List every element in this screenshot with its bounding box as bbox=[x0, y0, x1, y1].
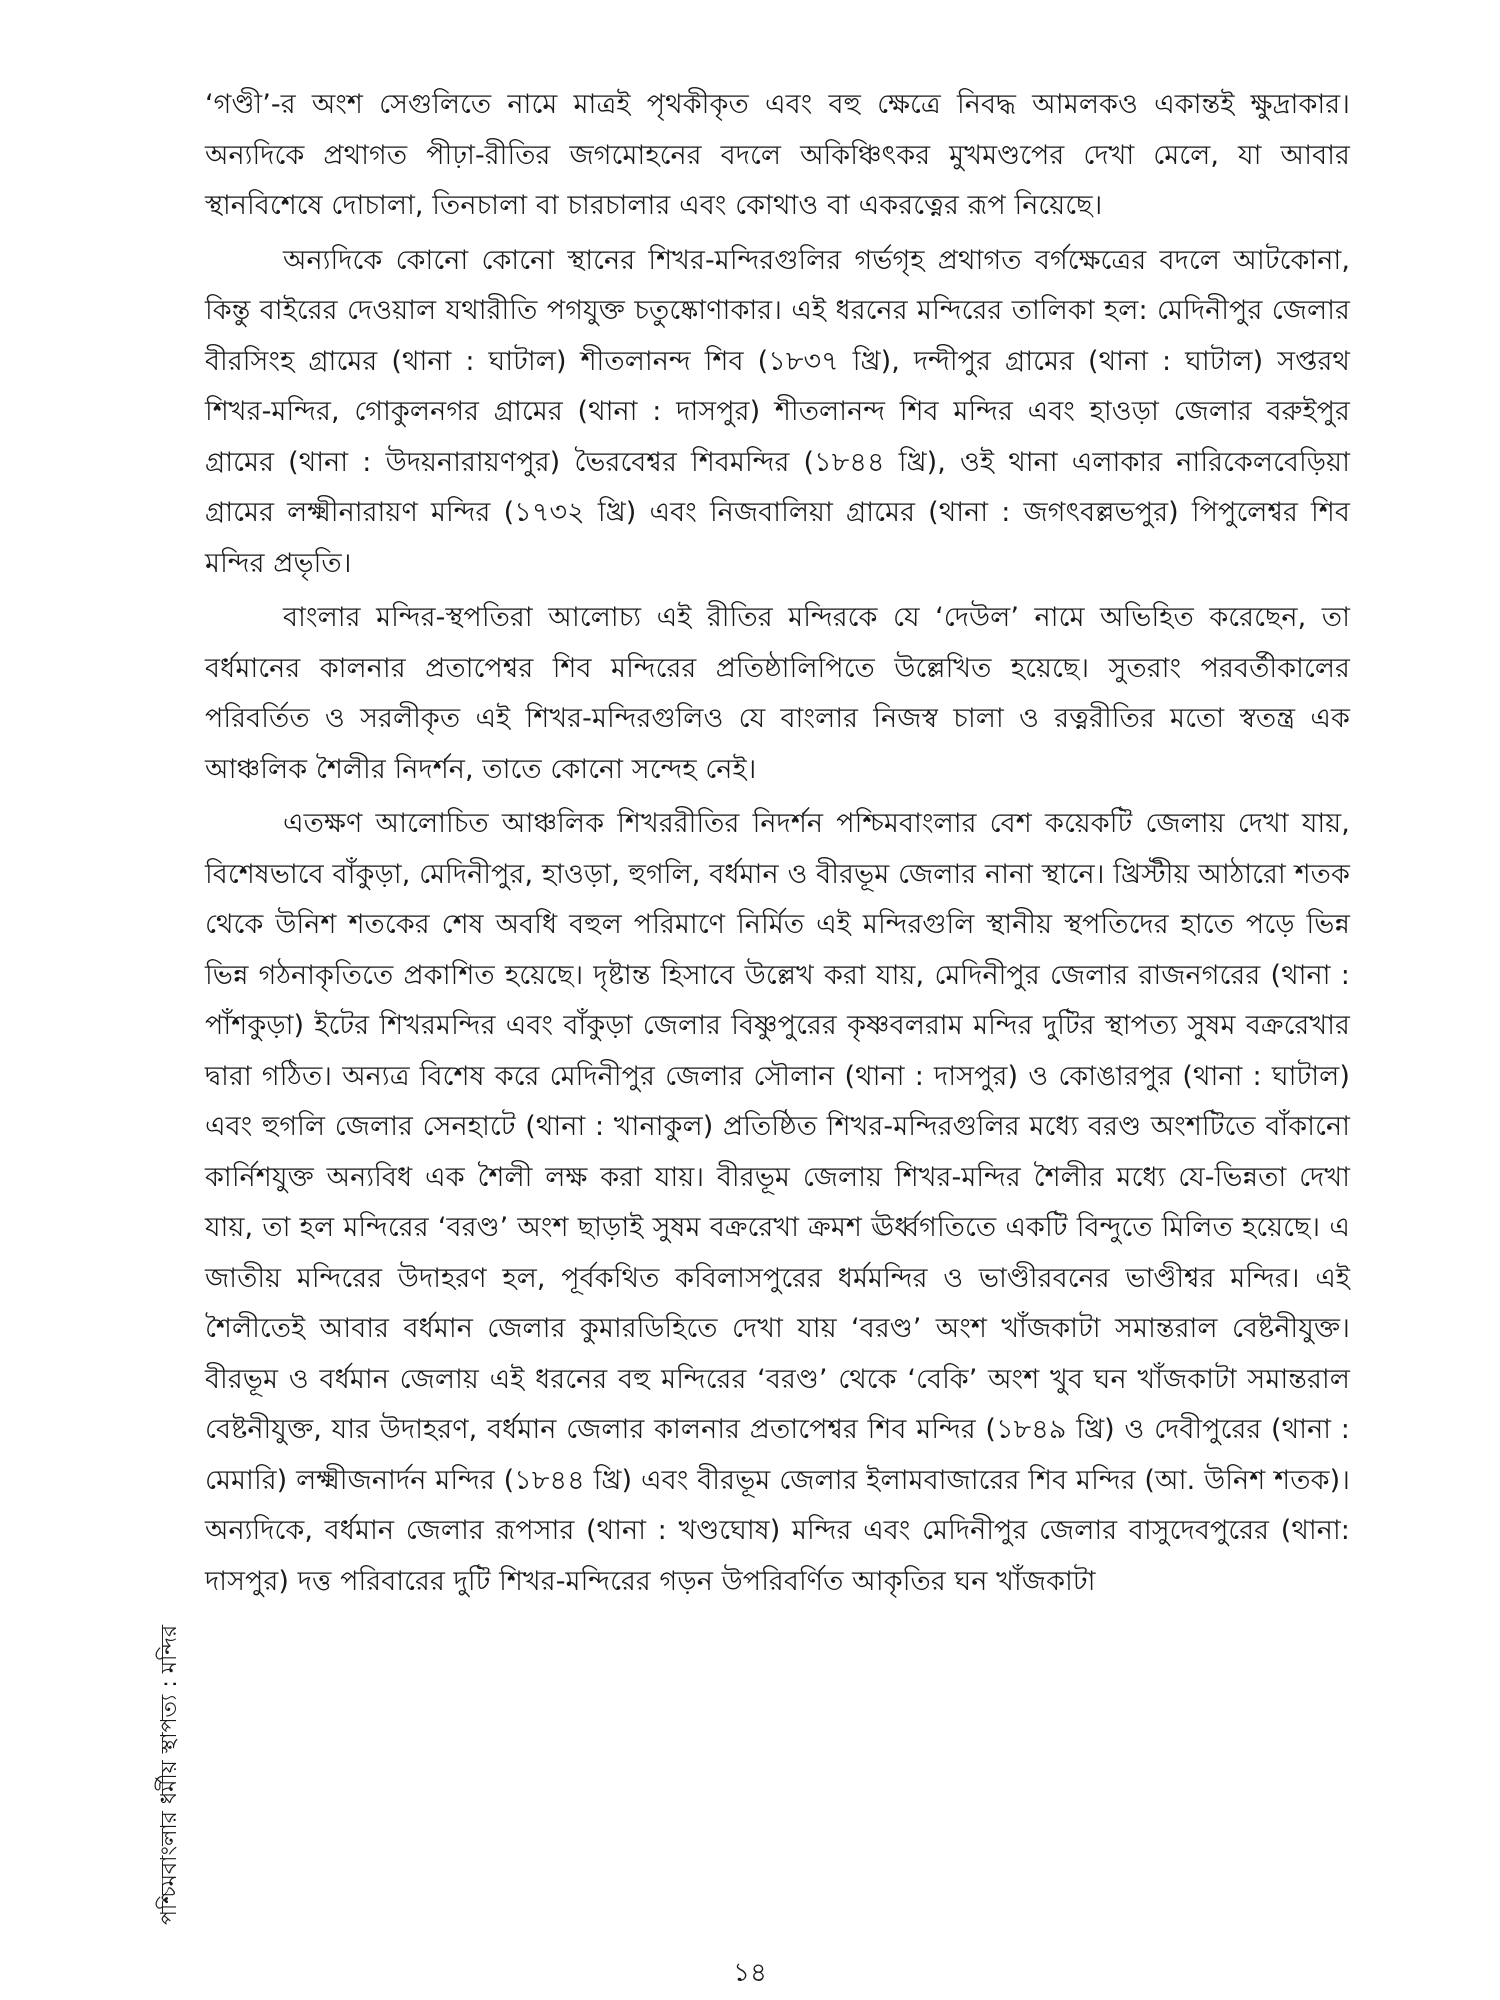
running-title: পশ্চিমবাংলার ধর্মীয় স্থাপত্য : মন্দির bbox=[157, 1624, 182, 1925]
paragraph-2: অন্যদিকে কোনো কোনো স্থানের শিখর-মন্দিরগুলির গর্ভগৃহ প্রথাগত বর্গক্ষেত্রের বদলে আটকোনা, কিন্তু বাইরের দেওয়াল যথারীতি পগযুক্ত চতুষ্কোণাকার। এই ধরনের মন্দিরের তালিকা হল: মেদিনীপুর জেলার বীরসিংহ গ্রামের (থানা : ঘাটাল) শীতলানন্দ শিব (১৮৩৭ খ্রি), দন্দীপুর গ্রামের (থানা : ঘাটাল) সপ্তরথ শিখর-মন্দির, গোকুলনগর গ্রামের (থানা : দাসপুর) শীতলানন্দ শিব মন্দির এবং হাওড়া জেলার বরুইপুর গ্রামের (থানা : উদয়নারায়ণপুর) ভৈরবেশ্বর শিবমন্দির (১৮৪৪ খ্রি), ওই থানা এলাকার নারিকেলবেড়িয়া গ্রামের লক্ষ্মীনারায়ণ মন্দির (১৭৩২ খ্রি) এবং নিজবালিয়া গ্রামের (থানা : জগৎবল্লভপুর) পিপুলেশ্বর শিব মন্দির প্রভৃতি। bbox=[205, 244, 1350, 579]
paragraph-3: বাংলার মন্দির-স্থপতিরা আলোচ্য এই রীতির মন্দিরকে যে ‘দেউল’ নামে অভিহিত করেছেন, তা বর্ধমানের কালনার প্রতাপেশ্বর শিব মন্দিরের প্রতিষ্ঠালিপিতে উল্লেখিত হয়েছে। সুতরাং পরবর্তীকালের পরিবর্তিত ও সরলীকৃত এই শিখর-মন্দিরগুলিও যে বাংলার নিজস্ব চালা ও রত্নরীতির মতো স্বতন্ত্র এক আঞ্চলিক শৈলীর নিদর্শন, তাতে কোনো সন্দেহ নেই। bbox=[205, 602, 1350, 785]
page-number: ১৪ bbox=[733, 1958, 767, 1988]
page-body bbox=[205, 80, 1350, 1611]
paragraph-4: এতক্ষণ আলোচিত আঞ্চলিক শিখররীতির নিদর্শন পশ্চিমবাংলার বেশ কয়েকটি জেলায় দেখা যায়, বিশেষভাবে বাঁকুড়া, মেদিনীপুর, হাওড়া, হুগলি, বর্ধমান ও বীরভূম জেলার নানা স্থানে। খ্রিস্টীয় আঠারো শতক থেকে উনিশ শতকের শেষ অবধি বহুল পরিমাণে নির্মিত এই মন্দিরগুলি স্থানীয় স্থপতিদের হাতে পড়ে ভিন্ন ভিন্ন গঠনাকৃতিতে প্রকাশিত হয়েছে। দৃষ্টান্ত হিসাবে উল্লেখ করা যায়, মেদিনীপুর জেলার রাজনগরের (থানা : পাঁশকুড়া) ইটের শিখরমন্দির এবং বাঁকুড়া জেলার বিষ্ণুপুরের কৃষ্ণবলরাম মন্দির দুটির স্থাপত্য সুষম বক্ররেখার দ্বারা গঠিত। অন্যত্র বিশেষ করে মেদিনীপুর জেলার সৌলান (থানা : দাসপুর) ও কোঙারপুর (থানা : ঘাটাল) এবং হুগলি জেলার সেনহাটে (থানা : খানাকুল) প্রতিষ্ঠিত শিখর-মন্দিরগুলির মধ্যে বরণ্ড অংশটিতে বাঁকানো কার্নিশযুক্ত অন্যবিধ এক শৈলী লক্ষ করা যায়। বীরভূম জেলায় শিখর-মন্দির শৈলীর মধ্যে যে-ভিন্নতা দেখা যায়, তা হল মন্দিরের ‘বরণ্ড’ অংশ ছাড়াই সুষম বক্ররেখা ক্রমশ ঊর্ধ্বগতিতে একটি বিন্দুতে মিলিত হয়েছে। এ জাতীয় মন্দিরের উদাহরণ হল, পূর্বকথিত কবিলাসপুরের ধর্মমন্দির ও ভাণ্ডীরবনের ভাণ্ডীশ্বর মন্দির। এই শৈলীতেই আবার বর্ধমান জেলার কুমারডিহিতে দেখা যায় ‘বরণ্ড’ অংশ খাঁজকাটা সমান্তরাল বেষ্টনীযুক্ত। বীরভূম ও বর্ধমান জেলায় এই ধরনের বহু মন্দিরের ‘বরণ্ড’ থেকে ‘বেকি’ অংশ খুব ঘন খাঁজকাটা সমান্তরাল বেষ্টনীযুক্ত, যার উদাহরণ, বর্ধমান জেলার কালনার প্রতাপেশ্বর শিব মন্দির (১৮৪৯ খ্রি) ও দেবীপুরের (থানা : মেমারি) লক্ষ্মীজনার্দন মন্দির (১৮৪৪ খ্রি) এবং বীরভূম জেলার ইলামবাজারের শিব মন্দির (আ. উনিশ শতক)। অন্যদিকে, বর্ধমান জেলার রূপসার (থানা : খণ্ডঘোষ) মন্দির এবং মেদিনীপুর জেলার বাসুদেবপুরের (থানা: দাসপুর) দত্ত পরিবারের দুটি শিখর-মন্দিরের গড়ন উপরিবর্ণিত আকৃতির ঘন খাঁজকাটা bbox=[205, 808, 1350, 1597]
paragraph-1: ‘গণ্ডী’-র অংশ সেগুলিতে নামে মাত্রই পৃথকীকৃত এবং বহু ক্ষেত্রে নিবদ্ধ আমলকও একান্তই ক্ষুদ্রাকার। অন্যদিকে প্রথাগত পীঢ়া-রীতির জগমোহনের বদলে অকিঞ্চিৎকর মুখমণ্ডপের দেখা মেলে, যা আবার স্থানবিশেষে দোচালা, তিনচালা বা চারচালার এবং কোথাও বা একরত্নের রূপ নিয়েছে। bbox=[205, 89, 1350, 221]
